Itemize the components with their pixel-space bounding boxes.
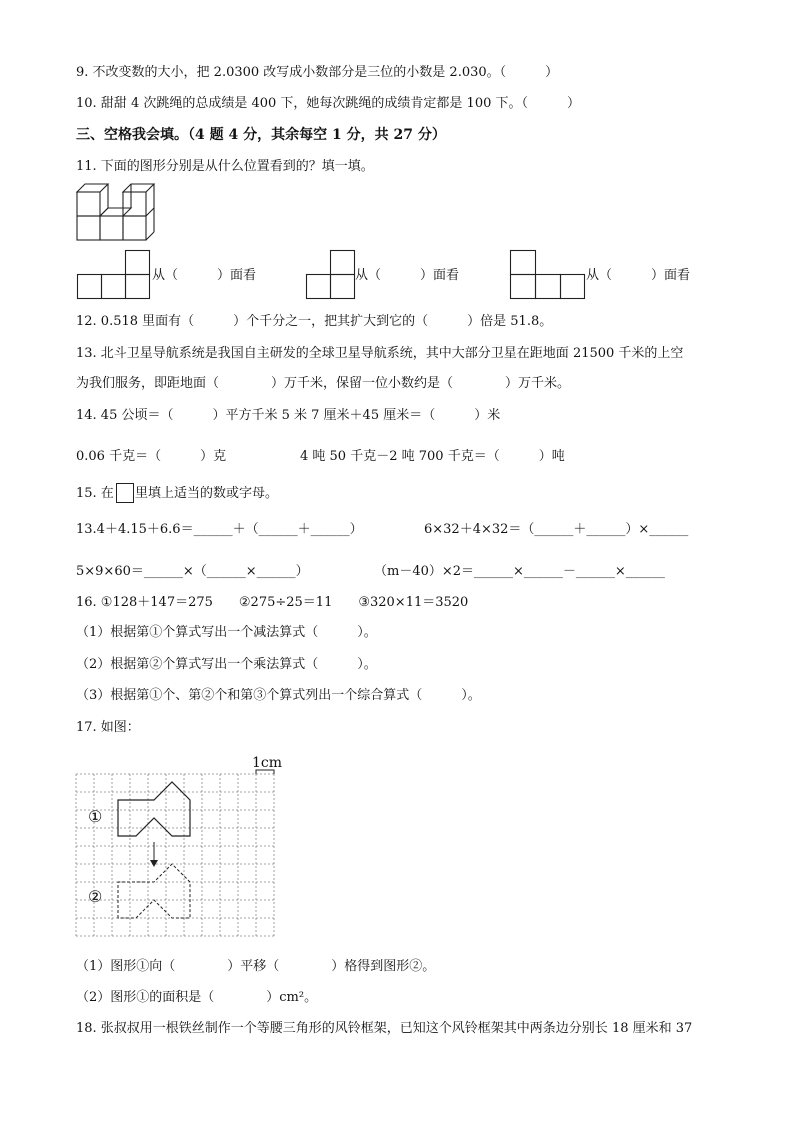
- question-15-prefix: 15. 在: [76, 486, 114, 501]
- question-9: 9. 不改变数的大小，把 2.0300 改写成小数部分是三位的小数是 2.030。（ ）: [76, 65, 559, 80]
- question-12: 12. 0.518 里面有（ ）个千分之一，把其扩大到它的（ ）倍是 51.8。: [76, 314, 553, 329]
- question-17-part1: （1）图形①向（ ）平移（ ）格得到图形②。: [76, 959, 436, 974]
- view-answer-1: 从（ ）面看: [152, 268, 257, 283]
- question-17: 17. 如图：: [76, 720, 140, 735]
- question-13-line2: 为我们服务，即距地面（ ）万千米，保留一位小数约是（ ）万千米。: [76, 376, 571, 391]
- question-15-row2b: （m－40）×2＝______×______－______×______: [374, 564, 665, 579]
- question-15-row1a: 13.4＋4.15＋6.6＝______＋（______＋______）: [76, 522, 363, 537]
- question-15-row1b: 6×32＋4×32＝（______＋______）×______: [424, 522, 689, 537]
- question-18: 18. 张叔叔用一根铁丝制作一个等腰三角形的风铃框架，已知这个风铃框架其中两条边分别长 18 厘米和 37: [76, 1021, 693, 1036]
- answer-box-icon: [116, 483, 134, 503]
- cube-stack-figure: [76, 188, 166, 244]
- view-figure-3: [510, 250, 586, 299]
- question-15-suffix: 里填上适当的数或字母。: [135, 486, 279, 501]
- view-answer-2: 从（ ）面看: [355, 268, 460, 283]
- question-15-row2a: 5×9×60＝______×（______×______）: [76, 564, 309, 579]
- question-16: 16. ①128＋147＝275 ②275÷25＝11 ③320×11＝3520: [76, 595, 469, 610]
- question-10: 10. 甜甜 4 次跳绳的总成绩是 400 下，她每次跳绳的成绩肯定都是 100 下。（ ）: [76, 96, 580, 111]
- figure-1-label: ①: [88, 807, 103, 826]
- question-16-part2: （2）根据第②个算式写出一个乘法算式（ ）。: [76, 657, 377, 672]
- question-16-part1: （1）根据第①个算式写出一个减法算式（ ）。: [76, 625, 377, 640]
- question-14-line1: 14. 45 公顷＝（ ）平方千米 5 米 7 厘米＋45 厘米＝（ ）米: [76, 408, 501, 423]
- translation-grid-figure: [76, 750, 286, 942]
- question-13-line1: 13. 北斗卫星导航系统是我国自主研发的全球卫星导航系统，其中大部分卫星在距地面 21500 千米的上空: [76, 346, 684, 361]
- view-answer-3: 从（ ）面看: [586, 268, 691, 283]
- view-figure-1: [77, 250, 151, 299]
- question-16-part3: （3）根据第①个、第②个和第③个算式列出一个综合算式（ ）。: [76, 688, 481, 703]
- question-14-line2a: 0.06 千克＝（ ）克: [76, 449, 227, 464]
- figure-2-label: ②: [88, 887, 103, 906]
- scale-label: 1cm: [252, 755, 283, 771]
- section-heading-3: 三、空格我会填。（4 题 4 分，其余每空 1 分，共 27 分）: [76, 127, 446, 143]
- view-figure-2: [306, 250, 356, 299]
- question-17-part2: （2）图形①的面积是（ ）cm²。: [76, 990, 318, 1005]
- question-14-line2b: 4 吨 50 千克－2 吨 700 千克＝（ ）吨: [300, 449, 565, 464]
- question-11: 11. 下面的图形分别是从什么位置看到的？填一填。: [76, 159, 374, 174]
